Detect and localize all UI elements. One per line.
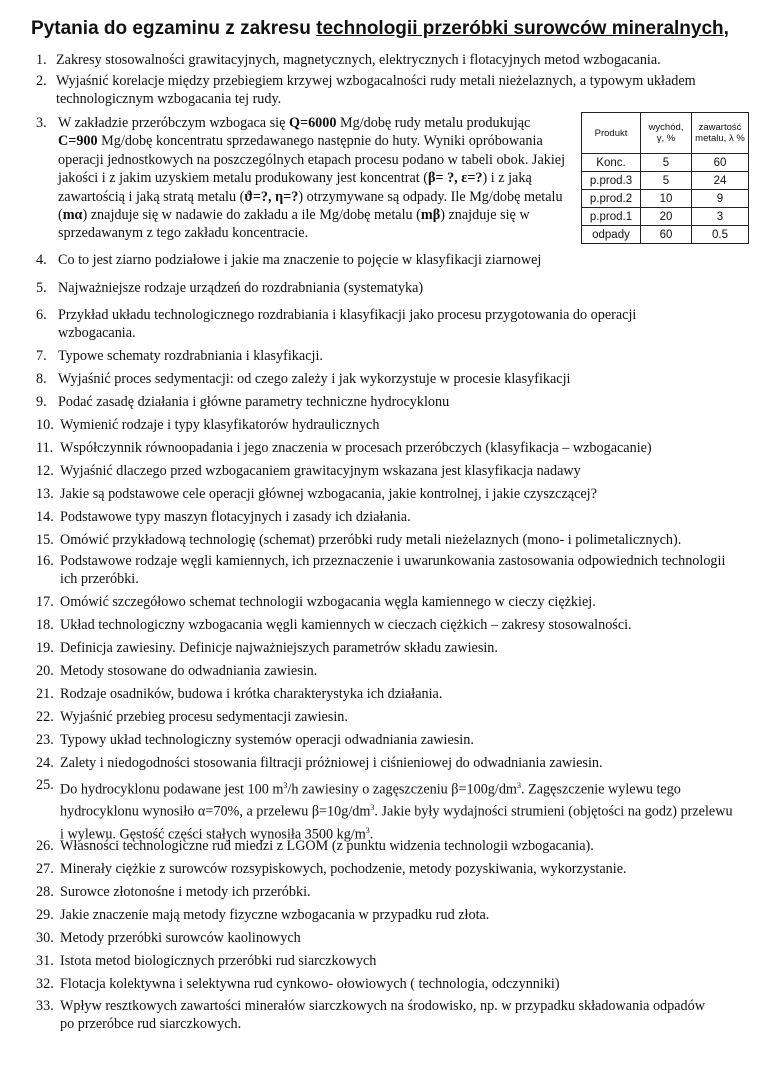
question-18: 18. Układ technologiczny wzbogacania węgli kamiennych w cieczach ciężkich – zakresy stosowalności.	[36, 617, 632, 633]
question-7: 7. Typowe schematy rozdrabniania i klasyfikacji.	[36, 348, 323, 364]
question-27: 27. Minerały ciężkie z surowców rozsypiskowych, pochodzenie, metody pozyskiwania, wykorzystanie.	[36, 861, 627, 877]
table-header-row: Produkt wychód, γ, % zawartość metalu, λ %	[582, 113, 749, 154]
question-1: 1. Zakresy stosowalności grawitacyjnych, magnetycznych, elektrycznych i flotacyjnych metod wzbogacania.	[36, 52, 661, 68]
table-row: Konc. 5 60	[582, 154, 749, 172]
product-table	[581, 112, 749, 244]
question-32: 32. Flotacja kolektywna i selektywna rud cynkowo- ołowiowych ( technologia, odczynniki)	[36, 976, 560, 992]
question-5: 5. Najważniejsze rodzaje urządzeń do rozdrabniania (systematyka)	[36, 280, 424, 296]
question-31: 31. Istota metod biologicznych przeróbki rud siarczkowych	[36, 953, 377, 969]
question-25: 25. Do hydrocyklonu podawane jest 100 $m^3/h$ zawiesiny o zagęszczeniu $\beta=100g/dm^3$. Zagęszczenie wylewu tego hydrocyklonu wynosiło α=70%, a przelewu $\beta=10g/dm^3$. Jakie były wydajności strumieni (objętości na godz) przelewu i wylewu. Gęstość części stałych wynosiła 3500 $kg/m^3$.	[36, 777, 733, 843]
question-16: 16. Podstawowe rodzaje węgli kamiennych, ich przeznaczenie i uwarunkowania zastosowania odpowiednich technologii ich przeróbki.	[36, 553, 726, 587]
question-10: 10. Wymienić rodzaje i typy klasyfikatorów hydraulicznych	[36, 417, 380, 433]
question-26: 26. Własności technologiczne rud miedzi z LGOM (z punktu widzenia technologii wzbogacania).	[36, 838, 594, 854]
question-19: 19. Definicja zawiesiny. Definicje najważniejszych parametrów składu zawiesin.	[36, 640, 498, 656]
question-4: 4. Co to jest ziarno podziałowe i jakie ma znaczenie to pojęcie w klasyfikacji ziarnowej	[36, 252, 542, 268]
title-underlined: technologii przeróbki surowców mineralnych	[316, 18, 724, 39]
table-row: odpady 60 0.5	[582, 226, 749, 244]
page-title: Pytania do egzaminu z zakresu technologii przeróbki surowców mineralnych,	[31, 18, 729, 39]
question-20: 20. Metody stosowane do odwadniania zawiesin.	[36, 663, 318, 679]
table-row: p.prod.2 10 9	[582, 190, 749, 208]
question-13: 13. Jakie są podstawowe cele operacji głównej wzbogacania, jakie kontrolnej, i jakie czyszczącej?	[36, 486, 597, 502]
question-24: 24. Zalety i niedogodności stosowania filtracji próżniowej i ciśnieniowej do odwadniania zawiesin.	[36, 755, 603, 771]
question-15: 15. Omówić przykładową technologię (schemat) przeróbki rudy metali nieżelaznych (mono- i polimetalicznych).	[36, 532, 682, 548]
question-30: 30. Metody przeróbki surowców kaolinowych	[36, 930, 301, 946]
question-21: 21. Rodzaje osadników, budowa i krótka charakterystyka ich działania.	[36, 686, 443, 702]
question-8: 8. Wyjaśnić proces sedymentacji: od czego zależy i jak wykorzystuje w procesie klasyfikacji	[36, 371, 571, 387]
question-33: 33. Wpływ resztkowych zawartości minerałów siarczkowych na środowisko, np. w przypadku składowania odpadów po przeróbce rud siarczkowych.	[36, 998, 705, 1032]
table-row: p.prod.3 5 24	[582, 172, 749, 190]
question-28: 28. Surowce złotonośne i metody ich przeróbki.	[36, 884, 311, 900]
question-2: 2. Wyjaśnić korelacje między przebiegiem krzywej wzbogacalności rudy metali nieżelaznych, a typowym układem technologicznym wzbogacania tej rudy.	[36, 73, 696, 107]
question-17: 17. Omówić szczegółowo schemat technologii wzbogacania węgla kamiennego w cieczy ciężkiej.	[36, 594, 596, 610]
question-11: 11. Współczynnik równoopadania i jego znaczenia w procesach przeróbczych (klasyfikacja – wzbogacanie)	[36, 440, 652, 456]
question-14: 14. Podstawowe typy maszyn flotacyjnych i zasady ich działania.	[36, 509, 411, 525]
question-23: 23. Typowy układ technologiczny systemów operacji odwadniania zawiesin.	[36, 732, 474, 748]
question-6: 6. Przykład układu technologicznego rozdrabiania i klasyfikacji jako procesu przygotowania do operacji wzbogacania.	[36, 307, 637, 341]
question-9: 9. Podać zasadę działania i główne parametry techniczne hydrocyklonu	[36, 394, 450, 410]
question-22: 22. Wyjaśnić przebieg procesu sedymentacji zawiesin.	[36, 709, 348, 725]
question-29: 29. Jakie znaczenie mają metody fizyczne wzbogacania w przypadku rud złota.	[36, 907, 490, 923]
table-row: p.prod.1 20 3	[582, 208, 749, 226]
question-12: 12. Wyjaśnić dlaczego przed wzbogacaniem grawitacyjnym wskazana jest klasyfikacja nadawy	[36, 463, 581, 479]
